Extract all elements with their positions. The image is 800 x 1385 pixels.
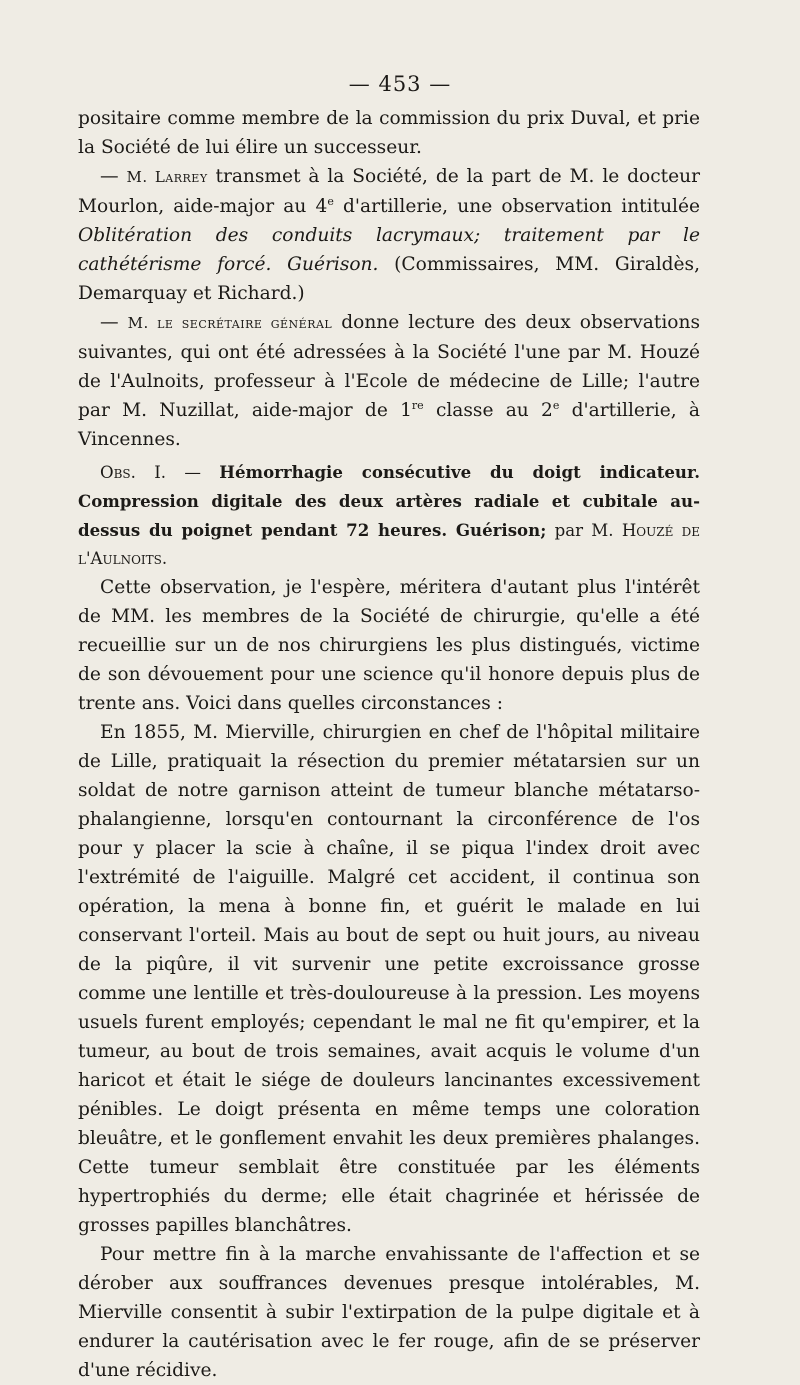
page-number: — 453 — — [348, 72, 452, 96]
observation-heading-title: Hémorrhagie consécutive du doigt indicateur. Compression digitale des deux artères radiale et cubitale au-dessus du poignet pendant 72 heures. Guérison; — [78, 462, 700, 540]
dash: — — [100, 312, 128, 333]
speaker-name: M. le secrétaire général — [127, 314, 333, 332]
text-segment: d'artillerie, une observation intitulée — [333, 196, 700, 217]
paragraph: En 1855, M. Mierville, chirurgien en chef de l'hôpital militaire de Lille, pratiquait la résection du premier métatarsien sur un soldat de notre garnison atteint de tumeur blanche métatarso-phalangienne, lorsqu'en contournant la circonférence de l'os pour y placer la scie à chaîne, il se piqua l'index droit avec l'extrémité de l'aiguille. Malgré cet accident, il continua son opération, la mena à bonne fin, et guérit le malade en lui conservant l'orteil. Mais au bout de sept ou huit jours, au niveau de la piqûre, il vit survenir une petite excroissance grosse comme une lentille et très-douloureuse à la pression. Les moyens usuels furent employés; cependant le mal ne fit qu'empirer, et la tumeur, au bout de trois semaines, avait acquis le volume d'un haricot et était le siége de douleurs lancinantes excessivement pénibles. Le doigt présenta en même temps une coloration bleuâtre, et le gonflement envahit les deux premières phalanges. Cette tumeur semblait être constituée par les éléments hypertrophiés du derme; elle était chagrinée et hérissée de grosses papilles blanchâtres. — [78, 722, 700, 1236]
superscript: e — [552, 398, 560, 412]
paragraph-continuation: positaire comme membre de la commission du prix Duval, et prie la Société de lui élire un successeur. — [78, 108, 700, 158]
paragraph-larrey — [78, 162, 700, 308]
text-segment: d'artillerie, à Vincennes. — [78, 400, 700, 450]
text-segment: (Commissaires, MM. Giraldès, Demarquay et Richard.) — [78, 254, 700, 304]
superscript: re — [411, 398, 424, 412]
text-segment: classe au 2 — [423, 400, 553, 421]
paragraph-secretaire — [78, 308, 700, 454]
observation-heading — [78, 458, 700, 573]
observation-title: Oblitération des conduits lacrymaux; traitement par le cathétérisme forcé. Guérison. — [78, 225, 700, 275]
text-segment: par M. — [546, 521, 622, 540]
observation-label: Obs. I. — [100, 463, 167, 482]
author-name: Houzé de l'Aulnoits. — [78, 521, 700, 568]
superscript: e — [327, 194, 334, 208]
dash: — — [100, 166, 127, 187]
text-segment: transmet à la Société, de la part de M. le docteur Mourlon, aide-major au 4 — [78, 166, 700, 217]
paragraph: Cette observation, je l'espère, méritera d'autant plus l'intérêt de MM. les membres de la Société de chirurgie, qu'elle a été recueillie sur un de nos chirurgiens les plus distingués, victime de son dévouement pour une science qu'il honore depuis plus de trente ans. Voici dans quelles circonstances : — [78, 577, 700, 714]
dash: — — [166, 463, 220, 482]
paragraph: Pour mettre fin à la marche envahissante de l'affection et se dérober aux souffrances devenues presque intolérables, M. Mierville consentit à subir l'extirpation de la pulpe digitale et à endurer la cautérisation avec le fer rouge, afin de se préserver d'une récidive. — [78, 1244, 700, 1381]
body-text — [78, 104, 700, 1385]
text-segment: donne lecture des deux observations suivantes, qui ont été adressées à la Société l'une par M. Houzé de l'Aulnoits, professeur à l'Ecole de médecine de Lille; l'autre par M. Nuzillat, aide-major de 1 — [78, 312, 700, 421]
speaker-name: M. Larrey — [126, 168, 208, 186]
